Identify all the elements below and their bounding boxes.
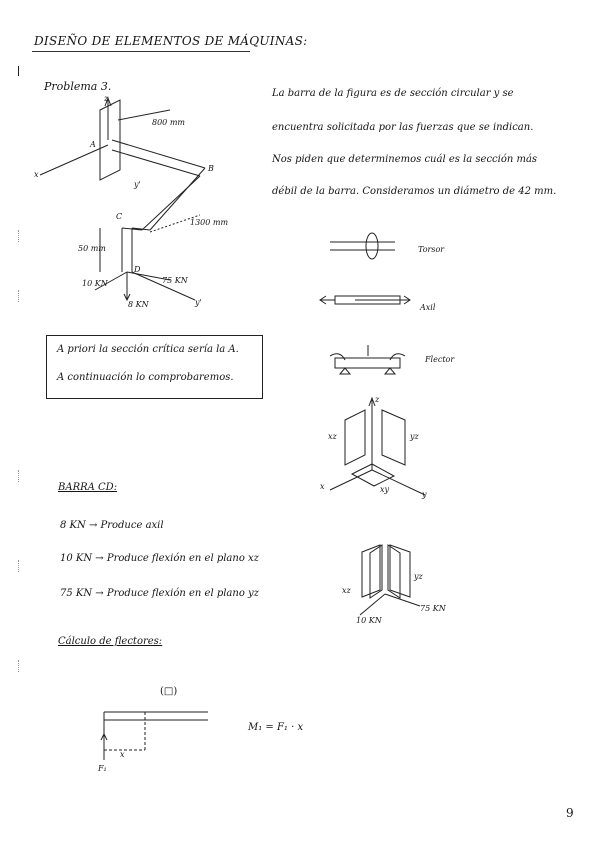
callout-line: A continuación lo comprobaremos. bbox=[57, 372, 234, 383]
dim-50-label: 50 mm bbox=[78, 244, 106, 253]
dim-1300-label: 1300 mm bbox=[190, 218, 229, 227]
point-c-label: C bbox=[116, 212, 123, 221]
plane2-75kn-label: 75 KN bbox=[420, 604, 446, 613]
distance-x-label: x bbox=[120, 750, 125, 759]
page-title: DISEÑO DE ELEMENTOS DE MÁQUINAS: bbox=[34, 34, 308, 48]
force-10kn-label: 10 KN bbox=[82, 279, 108, 288]
axis-z-label: z bbox=[104, 94, 109, 103]
page-number: 9 bbox=[566, 806, 574, 820]
torsion-label: Torsor bbox=[418, 245, 445, 254]
flectores-equation: M₁ = F₁ · x bbox=[248, 722, 304, 733]
problem-label: Problema 3. bbox=[44, 80, 112, 93]
barra-item: 10 KN → Produce flexión en el plano xz bbox=[60, 553, 259, 564]
plane-xz-label: xz bbox=[328, 432, 337, 441]
plane-z-label: z bbox=[375, 395, 380, 404]
barra-heading: BARRA CD: bbox=[58, 482, 118, 493]
axis-y-label: y' bbox=[195, 298, 202, 307]
plane2-10kn-label: 10 KN bbox=[356, 616, 382, 625]
axis-y1-label: y' bbox=[134, 180, 141, 189]
flectores-tag: (□) bbox=[160, 686, 178, 697]
dim-800-label: 800 mm bbox=[152, 118, 185, 127]
flectores-heading: Cálculo de flectores: bbox=[58, 636, 163, 647]
statement-line: encuentra solicitada por las fuerzas que se indican. bbox=[272, 122, 534, 133]
plane-x-label: x bbox=[320, 482, 325, 491]
point-a-label: A bbox=[90, 140, 96, 149]
plane2-xz-label: xz bbox=[342, 586, 351, 595]
statement-line: débil de la barra. Consideramos un diámetro de 42 mm. bbox=[272, 186, 557, 197]
axis-x-label: x bbox=[34, 170, 39, 179]
plane-y-label: y bbox=[422, 490, 427, 499]
statement-line: Nos piden que determinemos cuál es la sección más bbox=[272, 154, 538, 165]
callout-line: A priori la sección crítica sería la A. bbox=[57, 344, 239, 355]
plane-xy-label: xy bbox=[380, 485, 390, 494]
point-b-label: B bbox=[208, 164, 214, 173]
plane2-yz-label: yz bbox=[414, 572, 423, 581]
force-f1-label: F₁ bbox=[98, 764, 107, 773]
barra-item: 8 KN → Produce axil bbox=[60, 520, 164, 531]
callout-box bbox=[46, 335, 263, 399]
force-8kn-label: 8 KN bbox=[128, 300, 149, 309]
bending-label: Flector bbox=[425, 355, 455, 364]
plane-yz-label: yz bbox=[410, 432, 419, 441]
axial-label: Axil bbox=[420, 303, 436, 312]
statement-line: La barra de la figura es de sección circular y se bbox=[272, 88, 514, 99]
point-d-label: D bbox=[134, 265, 141, 274]
force-75kn-label: 75 KN bbox=[162, 276, 188, 285]
barra-item: 75 KN → Produce flexión en el plano yz bbox=[60, 588, 259, 599]
